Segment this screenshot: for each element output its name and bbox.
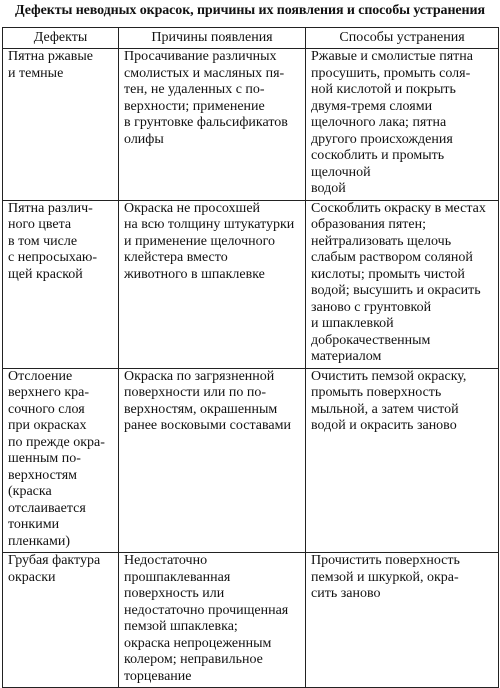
defect-text: Пятна ржавые и темные (8, 49, 93, 81)
remedy-cell (306, 368, 499, 553)
header-defects: Дефекты (3, 28, 119, 49)
cause-text: Окраска не просохшей на всю толщину штукатурки и применение щелочного клейстера вместо животного в шпаклевке (124, 200, 295, 282)
defect-cell (3, 200, 119, 368)
defects-table (2, 27, 499, 688)
remedy-cell (306, 49, 499, 201)
header-remedies: Способы устранения (306, 28, 499, 49)
defect-text: Пятна различ- ного цвета в том числе с непросыхаю- щей краской (8, 200, 98, 282)
table-row (3, 368, 499, 553)
remedy-cell (306, 553, 499, 688)
defect-text: Грубая фактура окраски (8, 553, 101, 585)
header-row (3, 28, 499, 49)
defect-cell (3, 368, 119, 553)
table-row (3, 49, 499, 201)
cause-text: Окраска по загрязненной поверхности или по по- верхностям, окрашенным ранее восковыми составами (124, 368, 291, 433)
table-row (3, 200, 499, 368)
table-title: Дефекты неводных окрасок, причины их появления и способы устранения (15, 3, 485, 18)
defect-text: Отслоение верхнего кра- сочного слоя при окрасках по прежде окра- шенным по- верхностям (краска отслаивается тонкими пленками) (8, 368, 105, 549)
table-row (3, 553, 499, 688)
header-causes: Причины появления (119, 28, 306, 49)
cause-text: Недостаточно прошпаклеванная поверхность или недостаточно прочищенная пемзой шпаклевка; окраска непроцеженным колером; неправильное торцевание (124, 553, 289, 684)
remedy-text: Ржавые и смолистые пятна просушить, промыть соля- ной кислотой и покрыть двумя-тремя слоями щелочного лака; пятна другого происхождения соскоблить и промыть щелочной водой (311, 49, 473, 196)
remedy-text: Прочистить поверхность пемзой и шкуркой, окра- сить заново (311, 553, 460, 601)
cause-cell (119, 49, 306, 201)
remedy-cell (306, 200, 499, 368)
remedy-text: Очистить пемзой окраску, промыть поверхность мыльной, а затем чистой водой и окрасить заново (311, 368, 467, 433)
cause-text: Просачивание различных смолистых и масляных пя- тен, не удаленных с по- верхности; применение в грунтовке фальсификатов олифы (124, 49, 288, 147)
defect-cell (3, 553, 119, 688)
cause-cell (119, 553, 306, 688)
cause-cell (119, 200, 306, 368)
defect-cell (3, 49, 119, 201)
remedy-text: Соскоблить окраску в местах образования пятен; нейтрализовать щелочь слабым раствором соляной кислоты; промыть чистой водой; высушить и окрасить заново с грунтовкой и шпаклевкой доброкачественным материалом (311, 200, 486, 364)
cause-cell (119, 368, 306, 553)
